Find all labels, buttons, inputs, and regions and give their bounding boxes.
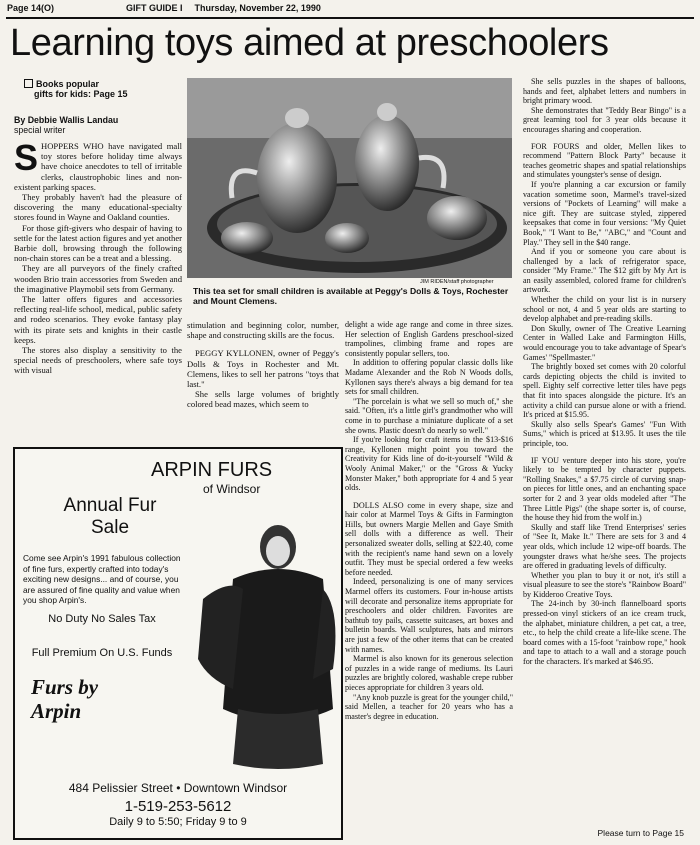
column-4: [523, 77, 686, 819]
photo-credit: JIM RIDEN/staff photographer: [420, 279, 494, 285]
byline: [14, 115, 182, 135]
paragraph: Indeed, personalizing is one of many services Marmel offers its customers. Four in-house artists will decorate and personalize items appropriate for preschoolers and older children. Favorites are bathtub toy pails, cassette suitcases, art boxes and bulletin boards. Wall sculptures, hats and mirrors are just a few of the other items that can be created with names.: [345, 577, 513, 654]
ad-premium: Full Premium On U.S. Funds: [31, 647, 173, 659]
paragraph: "Any knob puzzle is great for the younger child," said Mellen, a teacher for 20 years who has a master's degree in education.: [345, 692, 513, 721]
paragraph: For those gift-givers who despair of having to settle for the latest action figures and yet another Barbie doll, browsing through the following non-chain stores can be a treat and a blessing.: [14, 222, 182, 264]
tea-set-photo: [187, 78, 512, 278]
paragraph: And if you or someone you care about is challenged by a lack of refrigerator space, consider "My Frame." The $12 gift by My Art is an easily assembled, colored frame for children's artwork.: [523, 247, 686, 295]
ad-phone: 1-519-253-5612: [124, 798, 232, 815]
ad-hours: Daily 9 to 5:50; Friday 9 to 9: [109, 816, 247, 828]
paragraph: Skully also sells Spear's Games' "Fun With Sums," which is priced at $13.95. It uses the tile principle, too.: [523, 419, 686, 448]
header-rule: [6, 17, 694, 19]
paragraph: If you're looking for craft items in the $13-$16 range, Kyllonen might point you toward the Creativity for Kids line of do-it-yourself "Wild & Wooly Animal Maker," or the "Gross & Yucky Monster Maker," both appropriate for 4 and 5 year olds.: [345, 435, 513, 493]
drop-cap: S: [14, 137, 39, 178]
paragraph: She sells large volumes of brightly colored bead mazes, which seem to: [187, 389, 339, 410]
column-3: [345, 320, 513, 840]
paragraph: DOLLS ALSO come in every shape, size and hair color at Marmel Toys & Gifts in Farmington Hills, but owners Margie Mellen and Gaye Smith sell dolls with a difference as well. Their personalized sweater dolls, selling at $22.40, come with the recipient's name hand sewn on a lovely outfit. They must be special ordered a few weeks before needed.: [345, 500, 513, 577]
author-name: By Debbie Wallis Landau: [14, 115, 119, 125]
page-header: [7, 3, 693, 17]
paragraph: They are all purveyors of the finely crafted wooden Brio train accessories from Sweden and the imaginative Playmobil sets from Germany.: [14, 263, 182, 294]
sidebar-line-2: gifts for kids: Page 15: [34, 89, 128, 99]
sidebar-box: [24, 79, 182, 99]
ad-body: Come see Arpin's 1991 fabulous collection of fine furs, expertly crafted into today's exciting new designs... and of course, you are assured of fine quality and value when you shop Arpin's.: [23, 553, 181, 605]
paragraph: "The porcelain is what we sell so much of," she said. "Often, it's a little girl's grandmother who will come in to purchase a miniature duplicate of a set she owns. Plastic doesn't do nearly so well.": [345, 396, 513, 435]
lead-paragraph: [14, 137, 182, 192]
ad-sale-heading: Annual Fur Sale: [63, 495, 157, 538]
paragraph: The stores also display a sensitivity to the special needs of preschoolers, where safe toys with visual: [14, 345, 182, 376]
paragraph: delight a wide age range and come in three sizes. Her selection of English Gardens preschool-sized trampolines, climbing frame and ropes are consistently popular sellers, too.: [345, 320, 513, 358]
column-1: [14, 79, 182, 419]
paragraph: Skully and staff like Trend Enterprises' series of "See It, Make It." There are sets for 3 and 4 year olds, which include 12 wipe-off boards. The youngster draws what he/she sees. The projects are offered in graduating levels of difficulty.: [523, 522, 686, 571]
ad-title: ARPIN FURS: [151, 459, 273, 481]
paragraph: PEGGY KYLLONEN, owner of Peggy's Dolls & Toys in Rochester and Mt. Clemens, likes to sell her patrons "toys that last.": [187, 348, 339, 390]
paragraph: IF YOU venture deeper into his store, you're likely to be tempted by character puppets. "Rolling Snakes," a $7.75 circle of curving snap-on pieces for little ones, and an enchanting space sorter for 2 and 3 year olds modeled after "The Three Little Pigs" (the shape sorter is, of course, the house they hid from the wolf in.): [523, 455, 686, 523]
tea-set-illustration: [187, 78, 512, 278]
lead-text: HOPPERS WHO have navigated mall toy stores before holiday time always have choice anecdotes to tell of irritable clerks, claustrophobic lines and non-existent parking spaces.: [14, 141, 182, 192]
ad-address: 484 Pelissier Street • Downtown Windsor: [68, 781, 288, 795]
continued-notice: Please turn to Page 15: [597, 828, 684, 838]
paragraph: FOR FOURS and older, Mellen likes to recommend "Pattern Block Party" because it teaches geometric shapes and spatial relationships and stimulates youngster's sense of design.: [523, 141, 686, 180]
paragraph: She demonstrates that "Teddy Bear Bingo" is a great learning tool for 3 year olds because it encourages sharing and cooperation.: [523, 105, 686, 134]
paragraph: Don Skully, owner of The Creative Learning Center in Walled Lake and Farmington Hills, would encourage you to take advantage of Spear's Games' "Spellmaster.": [523, 323, 686, 362]
paragraph: The latter offers figures and accessories reflecting real-life school, medical, public safety and rodeo scenarios. They evoke fantasy play with its pirate sets and knights in their castle keeps.: [14, 294, 182, 345]
ad-no-duty: No Duty No Sales Tax: [48, 613, 156, 625]
paragraph: The brightly boxed set comes with 20 colorful cards depicting objects the child is invited to spell. Eighty self corrective letter tiles have pegs that fit into spaces alongside the picture. It's an activity a child can pursue alone or with a friend. It's priced at $15.95.: [523, 362, 686, 420]
column-2: [187, 320, 339, 410]
page-number: Page 14(O): [7, 3, 55, 13]
paragraph: stimulation and beginning color, number, shape and constructing skills are the focus.: [187, 320, 339, 341]
section-name: GIFT GUIDE I: [126, 3, 183, 13]
sidebar-line-1: Books popular: [36, 79, 100, 89]
paragraph: Whether you plan to buy it or not, it's still a visual pleasure to see the store's "Rainbow Board" by Kidderoo Creative Toys.: [523, 570, 686, 599]
arpin-furs-ad: [13, 447, 343, 840]
paragraph: If you're planning a car excursion or family vacation sometime soon, Marmel's travel-sized versions of "Pockets of Learning" will make a nice gift. They are suitcase styled, zippered keepsakes that come in four versions: "My Quiet Book," "I Want to Be," "ABC," and "Count and Play." They sell in the $40 range.: [523, 179, 686, 247]
paragraph: In addition to offering popular classic dolls like Madame Alexander and the Rob N Woods dolls, Kyllonen says there's always a big demand for tea sets for small children.: [345, 358, 513, 397]
paragraph: The 24-inch by 30-inch flannelboard sports pressed-on vinyl stickers of an ice cream truck, the alphabet, miniature children, a pet cat, a tree, etc., to help the child create a life-like scene. The board comes with a 15-foot "rainbow rope," hook and tape to attach to a wall and a storage pouch for the characters. It's marked at $46.95.: [523, 599, 686, 667]
checkbox-icon: [24, 79, 33, 88]
ad-logo: Furs by Arpin: [31, 675, 99, 723]
issue-date: Thursday, November 22, 1990: [194, 3, 321, 13]
ad-subtitle: of Windsor: [203, 482, 261, 496]
author-role: special writer: [14, 125, 66, 135]
photo-caption: This tea set for small children is available at Peggy's Dolls & Toys, Rochester and Mount Clemens.: [193, 286, 509, 306]
paragraph: Marmel is also known for its generous selection of puzzles in a wide range of mediums. Its Lauri puzzles are brightly colored, washable crepe rubber pieces appropriate for children 3 years old.: [345, 654, 513, 692]
paragraph: She sells puzzles in the shapes of balloons, hands and feet, alphabet letters and numbers in bright primary wood.: [523, 77, 686, 106]
headline: Learning toys aimed at preschoolers: [10, 22, 609, 64]
paragraph: They probably haven't had the pleasure of discovering the many educational-specialty stores found in Wayne and Oakland counties.: [14, 192, 182, 223]
fur-coat-model-image: [183, 519, 341, 777]
paragraph: Whether the child on your list is in nursery school or not, 4 and 5 year olds are starting to develop alphabet and pre-reading skills.: [523, 295, 686, 324]
